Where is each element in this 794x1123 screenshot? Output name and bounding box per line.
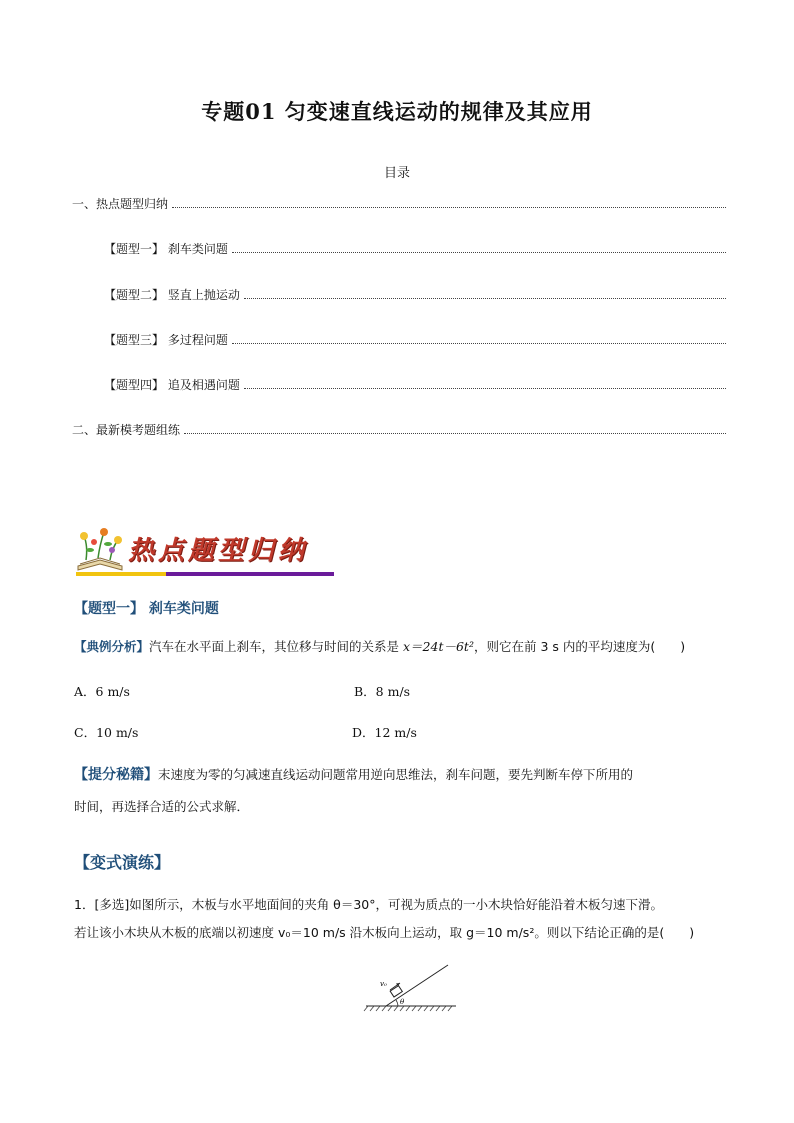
toc-item[interactable] (72, 418, 726, 438)
example-text-tail: ，则它在前 3 s 内的平均速度为( ) (473, 639, 686, 654)
tip-line-1 (74, 764, 633, 786)
toc-item[interactable] (104, 373, 726, 393)
example-formula: x＝24t－6t² (403, 639, 474, 654)
toc-item[interactable] (104, 283, 726, 303)
toc-item-label: 【题型四】 追及相遇问题 (104, 378, 240, 392)
option-a[interactable]: A．6 m/s (74, 684, 130, 699)
example-question (74, 636, 734, 658)
toc-item-label: 二、最新模考题组练 (72, 423, 181, 437)
practice-heading: 【变式演练】 (74, 853, 171, 872)
toc-item[interactable] (72, 192, 726, 212)
angle-arc-icon (396, 1000, 398, 1006)
page-title: 专题01 匀变速直线运动的规律及其应用 (201, 99, 593, 124)
toc-leader (232, 252, 726, 253)
section-banner (76, 526, 334, 578)
toc-item-label: 一、热点题型归纳 (72, 197, 169, 211)
toc-leader (232, 343, 726, 344)
tip-text: 末速度为零的匀减速直线运动问题常用逆向思维法，刹车问题，要先判断车停下所用的 (158, 767, 634, 782)
question-1-line-2: 若让该小木块从木板的底端以初速度 v₀＝10 m/s 沿木板向上运动，取 g＝10 m/s²。则以下结论正确的是( ) (74, 925, 695, 940)
example-tag: 【典例分析】 (74, 639, 150, 654)
toc-heading: 目录 (383, 166, 410, 181)
ground-hatch (364, 1006, 452, 1011)
tip-tag: 【提分秘籍】 (74, 767, 158, 783)
angle-label: θ (400, 998, 405, 1006)
velocity-label: v₀ (380, 980, 387, 988)
toc-leader (184, 433, 726, 434)
incline-figure (360, 960, 460, 1012)
question-1-line-1: 1．[多选]如图所示，木板与水平地面间的夹角 θ＝30°，可视为质点的一小木块恰好能沿着木板匀速下滑。 (74, 897, 663, 912)
toc-leader (244, 388, 726, 389)
toc-item[interactable] (104, 328, 726, 348)
board-line (386, 965, 448, 1006)
toc-leader (244, 298, 726, 299)
banner-title: 热点题型归纳 (128, 536, 309, 566)
option-c[interactable]: C．10 m/s (74, 725, 139, 740)
section-heading: 【题型一】 刹车类问题 (74, 601, 219, 617)
block-icon (390, 986, 402, 997)
toc-leader (172, 207, 726, 208)
option-b[interactable]: B．8 m/s (354, 684, 411, 699)
toc-item-label: 【题型一】 刹车类问题 (104, 242, 228, 256)
toc-item-label: 【题型二】 竖直上抛运动 (104, 288, 240, 302)
tip-line-2: 时间，再选择合适的公式求解． (74, 799, 250, 814)
example-text: 汽车在水平面上刹车，其位移与时间的关系是 (149, 639, 403, 654)
toc-item[interactable] (104, 237, 726, 257)
option-d[interactable]: D．12 m/s (352, 725, 417, 740)
toc-item-label: 【题型三】 多过程问题 (104, 333, 228, 347)
